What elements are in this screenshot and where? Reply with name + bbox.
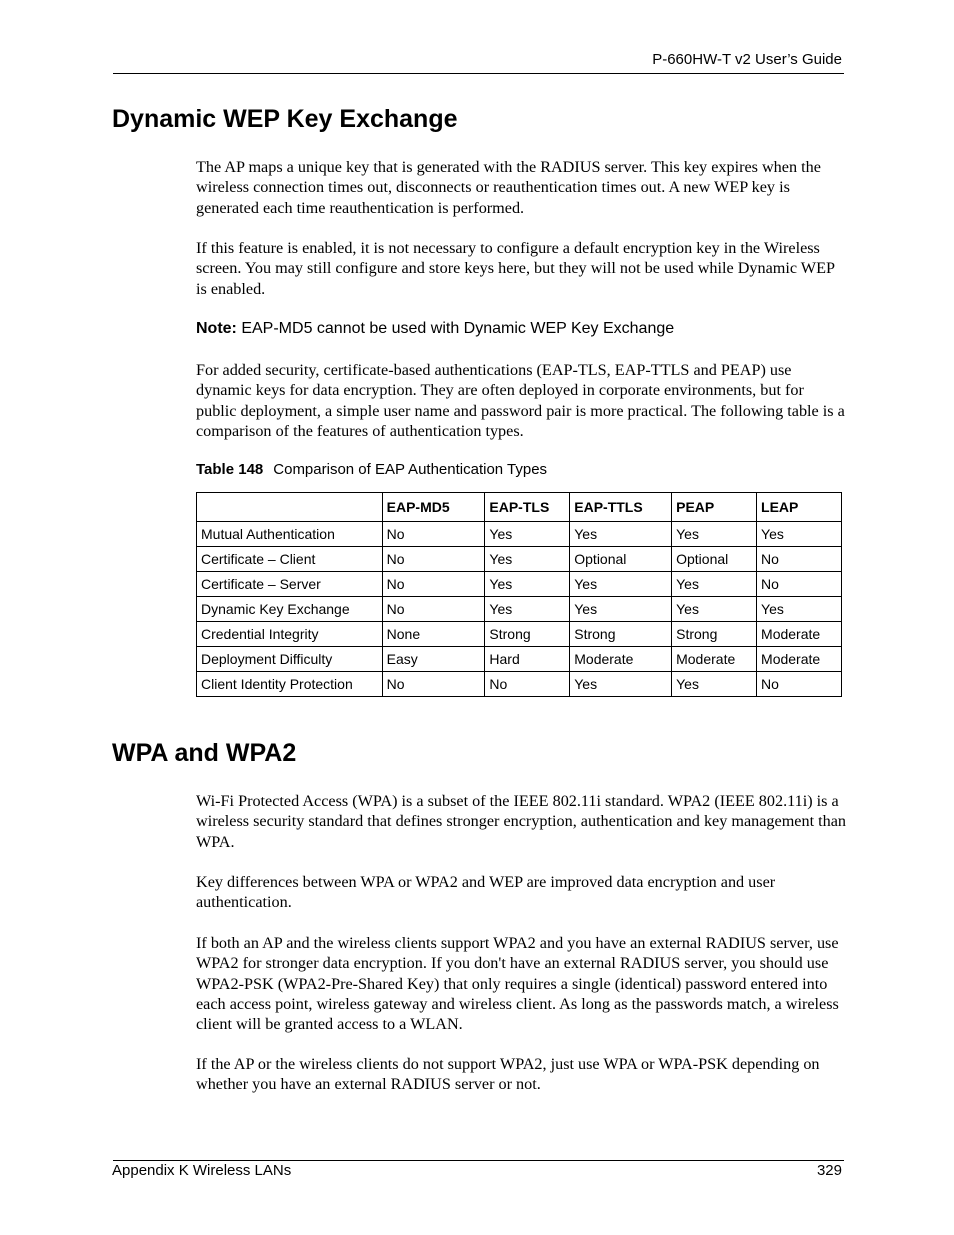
column-header: LEAP	[757, 493, 842, 522]
table-cell: Moderate	[570, 647, 672, 672]
table-cell: Deployment Difficulty	[197, 647, 383, 672]
column-header: EAP-TTLS	[570, 493, 672, 522]
table-cell: Certificate – Client	[197, 547, 383, 572]
paragraph: Key differences between WPA or WPA2 and WEP are improved data encryption and user authentication.	[196, 873, 776, 912]
eap-comparison-table	[196, 492, 842, 697]
table-cell: No	[382, 597, 485, 622]
table-cell: None	[382, 622, 485, 647]
table-cell: Yes	[757, 597, 842, 622]
paragraph: Wi-Fi Protected Access (WPA) is a subset of the IEEE 802.11i standard. WPA2 (IEEE 802.11i) is a wireless security standard that defines stronger encryption, authentication and key management than WPA.	[196, 792, 846, 851]
table-cell: Easy	[382, 647, 485, 672]
table-cell: No	[382, 522, 485, 547]
paragraph: The AP maps a unique key that is generated with the RADIUS server. This key expires when the wireless connection times out, disconnects or reauthentication times out. A new WEP key is generated each time reauthentication is performed.	[196, 158, 821, 217]
section-heading-dynamic-wep: Dynamic WEP Key Exchange	[112, 105, 458, 133]
footer-rule	[113, 1160, 844, 1161]
table-cell: Optional	[570, 547, 672, 572]
note	[196, 319, 674, 339]
table-cell: Yes	[672, 672, 757, 697]
table-cell: Hard	[485, 647, 570, 672]
note-text: EAP-MD5 cannot be used with Dynamic WEP Key Exchange	[236, 320, 675, 337]
table-cell: Yes	[757, 522, 842, 547]
table-cell: No	[757, 547, 842, 572]
running-header: P-660HW-T v2 User’s Guide	[652, 51, 842, 68]
table-cell: Yes	[570, 572, 672, 597]
table-cell: Yes	[485, 522, 570, 547]
table-cell: No	[382, 572, 485, 597]
table-cell: Yes	[672, 522, 757, 547]
table-caption	[196, 461, 547, 478]
paragraph: If the AP or the wireless clients do not support WPA2, just use WPA or WPA-PSK depending on whether you have an external RADIUS server or not.	[196, 1055, 820, 1094]
paragraph: If this feature is enabled, it is not necessary to configure a default encryption key in the Wireless screen. You may still configure and store keys here, but they will not be used while Dynamic WEP is enabled.	[196, 239, 835, 298]
table-cell: Yes	[672, 572, 757, 597]
table-row	[197, 522, 842, 547]
page-number: 329	[816, 1162, 842, 1179]
table-row	[197, 597, 842, 622]
paragraph: For added security, certificate-based authentications (EAP-TLS, EAP-TTLS and PEAP) use dynamic keys for data encryption. They are often deployed in corporate environments, but for public deployment, a simple user name and password pair is more practical. The following table is a comparison of the features of authentication types.	[196, 361, 845, 440]
table-cell: Strong	[672, 622, 757, 647]
table-cell: Moderate	[672, 647, 757, 672]
table-cell: Yes	[570, 597, 672, 622]
table-caption-text: Comparison of EAP Authentication Types	[273, 461, 548, 478]
table-cell: Yes	[672, 597, 757, 622]
table-cell: No	[382, 547, 485, 572]
column-header: EAP-TLS	[485, 493, 570, 522]
table-cell: Strong	[485, 622, 570, 647]
table-cell: Credential Integrity	[197, 622, 383, 647]
table-cell: Moderate	[757, 647, 842, 672]
paragraph: If both an AP and the wireless clients support WPA2 and you have an external RADIUS server, use WPA2 for stronger data encryption. If you don't have an external RADIUS server, you should use WPA2-PSK (WPA2-Pre-Shared Key) that only requires a single (identical) password entered into each access point, wireless gateway and wireless client. As long as the passwords match, a wireless client will be granted access to a WLAN.	[196, 934, 839, 1034]
table-cell: Moderate	[757, 622, 842, 647]
column-header: PEAP	[672, 493, 757, 522]
table-caption-label: Table 148	[196, 461, 264, 478]
footer-chapter: Appendix K Wireless LANs	[112, 1162, 292, 1179]
table-cell: Dynamic Key Exchange	[197, 597, 383, 622]
table-row	[197, 647, 842, 672]
table-header-row	[197, 493, 842, 522]
table-cell: No	[757, 572, 842, 597]
column-header	[197, 493, 383, 522]
table-cell: Optional	[672, 547, 757, 572]
table-row	[197, 547, 842, 572]
table-cell: Yes	[485, 572, 570, 597]
header-rule	[113, 73, 844, 74]
table-cell: No	[382, 672, 485, 697]
table-cell: No	[485, 672, 570, 697]
table-row	[197, 672, 842, 697]
note-label: Note:	[196, 320, 237, 337]
table-cell: Strong	[570, 622, 672, 647]
table-cell: Client Identity Protection	[197, 672, 383, 697]
table-cell: Yes	[485, 547, 570, 572]
table-cell: Mutual Authentication	[197, 522, 383, 547]
table-cell: Yes	[485, 597, 570, 622]
table-cell: Yes	[570, 522, 672, 547]
table-cell: No	[757, 672, 842, 697]
table-row	[197, 622, 842, 647]
table-cell: Yes	[570, 672, 672, 697]
section-heading-wpa: WPA and WPA2	[112, 739, 297, 767]
table-cell: Certificate – Server	[197, 572, 383, 597]
column-header: EAP-MD5	[382, 493, 485, 522]
table-row	[197, 572, 842, 597]
